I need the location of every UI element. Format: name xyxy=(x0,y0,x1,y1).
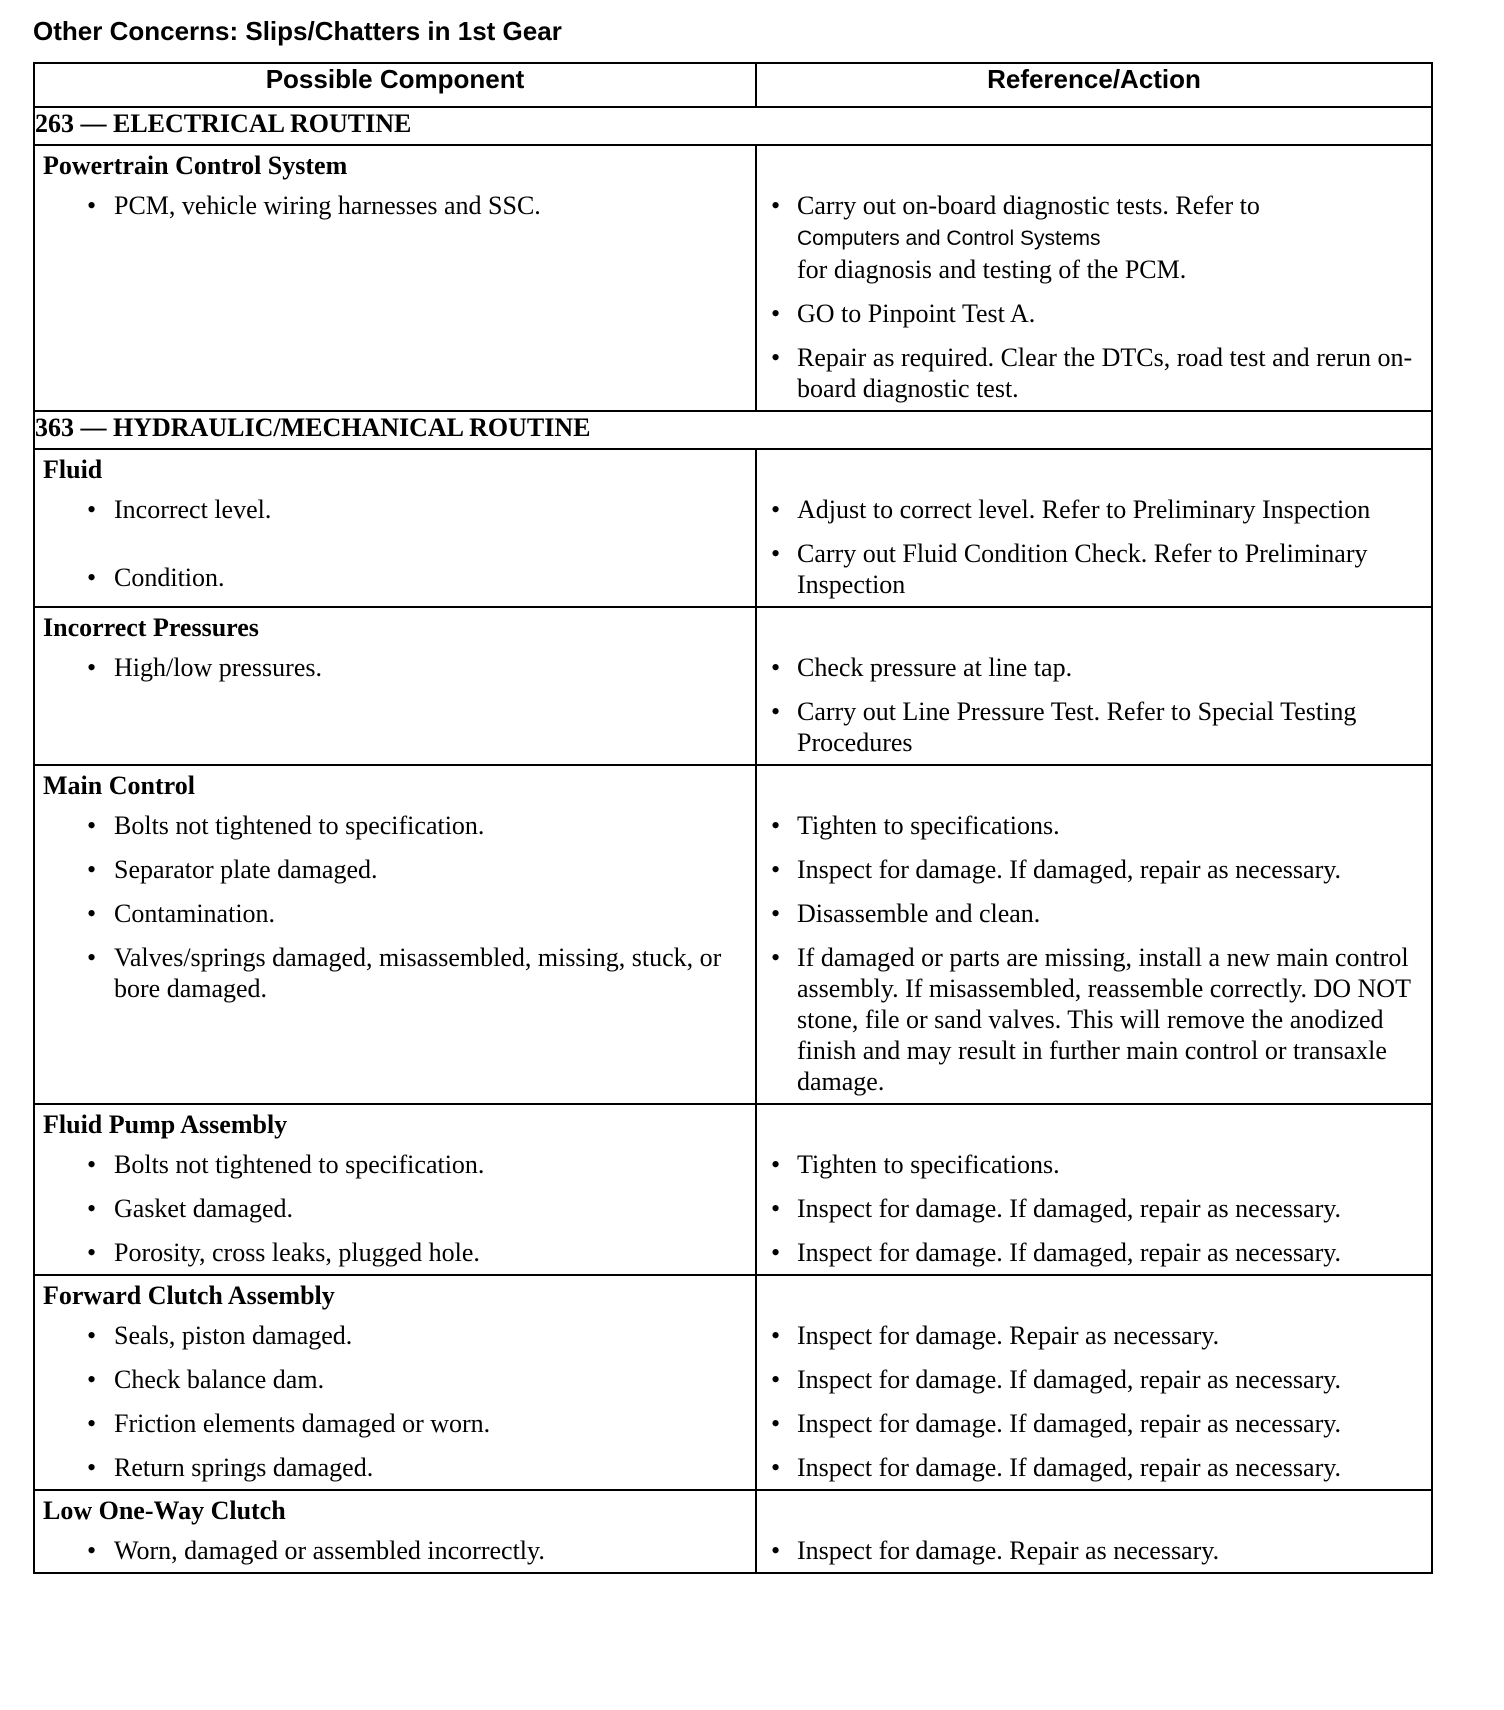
action-cell xyxy=(756,1275,1432,1490)
routine-heading: 263 — ELECTRICAL ROUTINE xyxy=(34,107,1432,145)
section-title: Fluid Pump Assembly xyxy=(43,1110,288,1139)
component-cell xyxy=(34,1275,756,1490)
page-title: Other Concerns: Slips/Chatters in 1st Gear xyxy=(33,16,562,46)
action-item: • Inspect for damage. Repair as necessary. xyxy=(757,1535,1431,1566)
reference-link: Computers and Control Systems xyxy=(797,227,1101,250)
column-header-component: Possible Component xyxy=(34,63,756,107)
component-item: • High/low pressures. xyxy=(35,652,755,683)
action-item: • Inspect for damage. If damaged, repair as necessary. xyxy=(757,1237,1431,1268)
section-row xyxy=(34,145,1432,411)
routine-row xyxy=(34,411,1432,449)
routine-heading: 363 — HYDRAULIC/MECHANICAL ROUTINE xyxy=(34,411,1432,449)
action-item: • Repair as required. Clear the DTCs, road test and rerun on-board diagnostic test. xyxy=(757,342,1431,404)
section-title: Main Control xyxy=(43,771,195,800)
component-item: • Incorrect level. xyxy=(35,494,755,525)
action-item: • Carry out Line Pressure Test. Refer to Special Testing Procedures xyxy=(757,696,1431,758)
section-title: Fluid xyxy=(43,455,103,484)
action-item: • Inspect for damage. If damaged, repair as necessary. xyxy=(757,1408,1431,1439)
component-cell xyxy=(34,765,756,1104)
action-item: • Inspect for damage. If damaged, repair as necessary. xyxy=(757,1452,1431,1483)
section-row xyxy=(34,1490,1432,1573)
action-item: • Tighten to specifications. xyxy=(757,810,1431,841)
diagnosis-table xyxy=(33,62,1433,1574)
action-item: • Inspect for damage. Repair as necessary. xyxy=(757,1320,1431,1351)
component-item: • Porosity, cross leaks, plugged hole. xyxy=(35,1237,755,1268)
section-row xyxy=(34,765,1432,1104)
column-header-action: Reference/Action xyxy=(756,63,1432,107)
component-cell xyxy=(34,607,756,765)
action-cell xyxy=(756,607,1432,765)
action-text: Carry out on-board diagnostic tests. Refer to xyxy=(797,191,1260,220)
action-text: for diagnosis and testing of the PCM. xyxy=(797,255,1187,284)
section-title: Powertrain Control System xyxy=(43,151,348,180)
action-cell xyxy=(756,1104,1432,1275)
action-item: • If damaged or parts are missing, install a new main control assembly. If misassembled, reassemble correctly. DO NOT stone, file or sand valves. This will remove the anodized finish and may result in further main control or transaxle damage. xyxy=(757,942,1431,1097)
action-cell xyxy=(756,765,1432,1104)
component-item: • PCM, vehicle wiring harnesses and SSC. xyxy=(35,190,755,221)
section-row xyxy=(34,1104,1432,1275)
action-item: • Inspect for damage. If damaged, repair as necessary. xyxy=(757,854,1431,885)
component-cell xyxy=(34,1104,756,1275)
action-item: • Carry out Fluid Condition Check. Refer to Preliminary Inspection xyxy=(757,538,1431,600)
action-item: • Inspect for damage. If damaged, repair as necessary. xyxy=(757,1364,1431,1395)
component-item: • Bolts not tightened to specification. xyxy=(35,1149,755,1180)
component-item: • Valves/springs damaged, misassembled, missing, stuck, or bore damaged. xyxy=(35,942,755,1004)
action-item: • Tighten to specifications. xyxy=(757,1149,1431,1180)
component-item: • Condition. xyxy=(35,562,755,593)
component-cell xyxy=(34,145,756,411)
section-title: Low One-Way Clutch xyxy=(43,1496,286,1525)
component-item: • Seals, piston damaged. xyxy=(35,1320,755,1351)
action-cell xyxy=(756,449,1432,607)
action-item: • Disassemble and clean. xyxy=(757,898,1431,929)
component-item: • Bolts not tightened to specification. xyxy=(35,810,755,841)
component-item: • Separator plate damaged. xyxy=(35,854,755,885)
action-item: • Inspect for damage. If damaged, repair as necessary. xyxy=(757,1193,1431,1224)
action-cell xyxy=(756,145,1432,411)
component-item: • Return springs damaged. xyxy=(35,1452,755,1483)
component-cell xyxy=(34,1490,756,1573)
component-item: • Friction elements damaged or worn. xyxy=(35,1408,755,1439)
action-item xyxy=(757,190,1431,285)
component-cell xyxy=(34,449,756,607)
action-item: • Check pressure at line tap. xyxy=(757,652,1431,683)
component-item: • Check balance dam. xyxy=(35,1364,755,1395)
routine-row xyxy=(34,107,1432,145)
section-title: Incorrect Pressures xyxy=(43,613,259,642)
component-item: • Worn, damaged or assembled incorrectly. xyxy=(35,1535,755,1566)
section-row xyxy=(34,607,1432,765)
component-item: • Contamination. xyxy=(35,898,755,929)
section-row xyxy=(34,449,1432,607)
action-item: • Adjust to correct level. Refer to Preliminary Inspection xyxy=(757,494,1431,525)
component-item: • Gasket damaged. xyxy=(35,1193,755,1224)
action-cell xyxy=(756,1490,1432,1573)
section-row xyxy=(34,1275,1432,1490)
header-row xyxy=(34,63,1432,107)
section-title: Forward Clutch Assembly xyxy=(43,1281,335,1310)
action-item: • GO to Pinpoint Test A. xyxy=(757,298,1431,329)
